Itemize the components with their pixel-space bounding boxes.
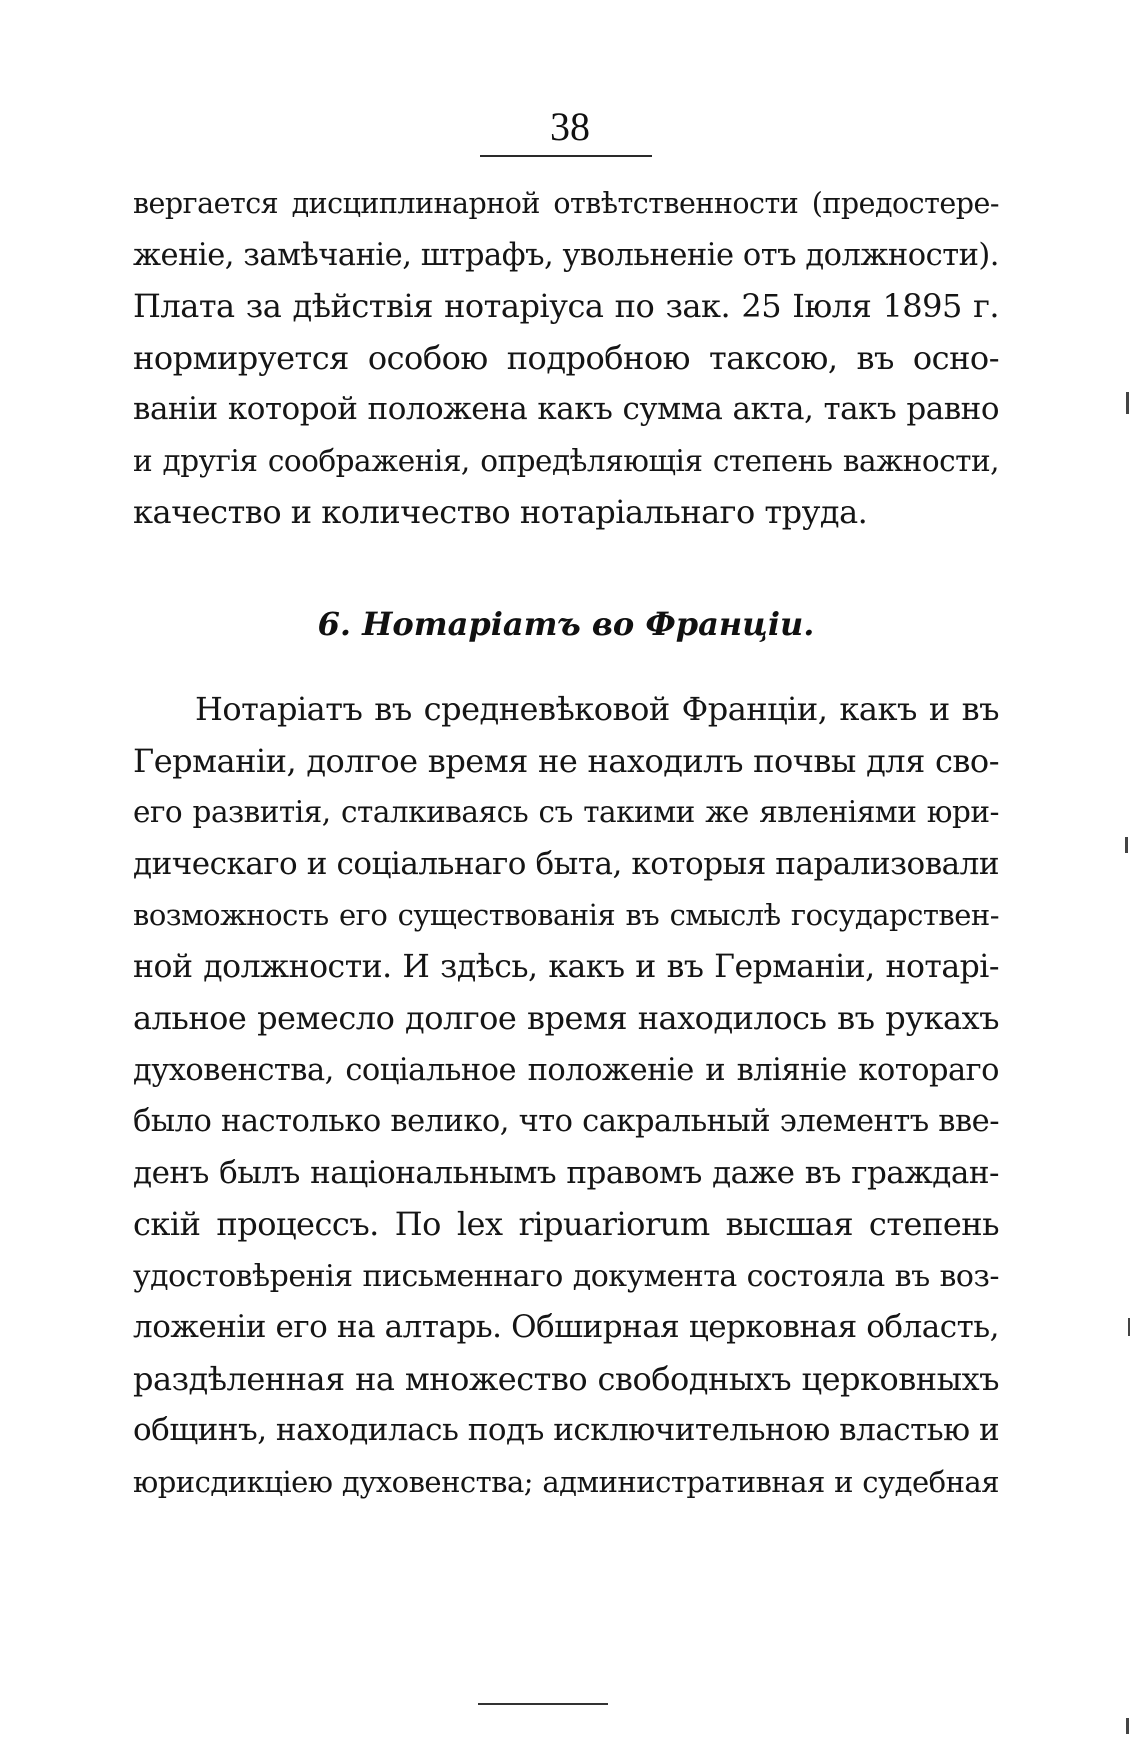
paragraph-continued: [133, 178, 999, 539]
text-line: общинъ, находилась подъ исключительною властью и: [133, 1412, 1000, 1448]
text-line: женіе, замѣчаніе, штрафъ, увольненіе отъ должности).: [133, 237, 999, 273]
header-rule: [480, 155, 652, 157]
text-line: денъ былъ національнымъ правомъ даже въ граждан-: [133, 1154, 999, 1191]
paragraph-2: [133, 684, 999, 1508]
scan-mark: [1125, 837, 1128, 853]
text-line: альное ремесло долгое время находилось въ рукахъ: [133, 999, 999, 1037]
text-line: Плата за дѣйствія нотаріуса по зак. 25 Іюля 1895 г.: [133, 287, 999, 325]
paragraph-1: [133, 178, 999, 539]
text-line: качество и количество нотаріальнаго труда.: [133, 493, 868, 531]
text-line: его развитія, сталкиваясь съ такими же явленіями юри-: [133, 795, 999, 829]
text-line: возможность его существованія въ смыслѣ государствен-: [133, 898, 999, 932]
text-line: Нотаріатъ въ средневѣковой Франціи, какъ и въ: [195, 690, 999, 728]
footer-rule: [478, 1703, 608, 1705]
scan-mark: [1128, 1318, 1130, 1336]
text-line: юрисдикціею духовенства; административная и судебная: [133, 1464, 999, 1499]
scan-mark: [1126, 1718, 1129, 1734]
text-line: дическаго и соціальнаго быта, которыя парализовали: [133, 845, 999, 882]
scan-mark: [1126, 392, 1129, 414]
text-line: ваніи которой положена какъ сумма акта, такъ равно: [133, 391, 999, 427]
text-line: было настолько велико, что сакральный элементъ вве-: [133, 1104, 999, 1139]
text-line: вергается дисциплинарной отвѣтственности (предостере-: [133, 187, 999, 220]
text-line: ложеніи его на алтарь. Обширная церковная область,: [133, 1309, 999, 1345]
text-line: скій процессъ. По lex ripuariorum высшая степень: [133, 1205, 999, 1243]
text-line: нормируется особою подробною таксою, въ осно-: [133, 338, 999, 377]
text-line: и другія соображенія, опредѣляющія степень важности,: [133, 443, 999, 478]
text-line: Германіи, долгое время не находилъ почвы для сво-: [133, 741, 999, 780]
text-line: раздѣленная на множество свободныхъ церковныхъ: [133, 1359, 999, 1398]
page-number: 38: [550, 104, 590, 149]
section-body: [133, 684, 999, 1508]
text-line: духовенства, соціальное положеніе и вліяніе котораго: [133, 1052, 999, 1088]
text-line: ной должности. И здѣсь, какъ и въ Германіи, нотарі-: [133, 948, 999, 985]
text-line: удостовѣренія письменнаго документа состояла въ воз-: [133, 1258, 999, 1294]
section-heading: 6. Нотаріатъ во Франціи.: [317, 605, 815, 643]
